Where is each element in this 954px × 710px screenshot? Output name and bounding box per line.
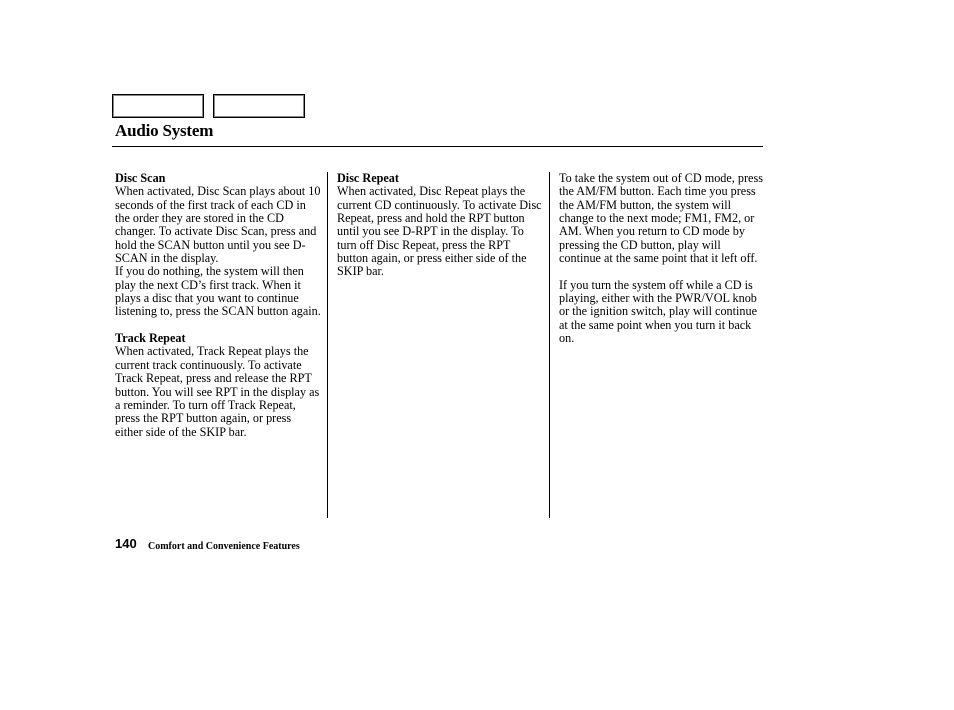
cd-mode-text: To take the system out of CD mode, press the AM/FM button. Each time you press the AM/FM button, the system will change to the next mode; FM1, FM2, or AM. When you return to CD mode by pressing the CD button, play will continue at the same point that it left off.	[559, 171, 763, 266]
chapter-title: Comfort and Convenience Features	[148, 541, 300, 552]
track-repeat-heading: Track Repeat	[115, 331, 186, 346]
column-divider	[327, 172, 328, 518]
column-divider	[549, 172, 550, 518]
column-1	[115, 172, 321, 439]
page-number: 140	[115, 536, 137, 551]
disc-repeat-text: When activated, Disc Repeat plays the current CD continuously. To activate Disc Repeat, press and hold the RPT button until you see D-RPT in the display. To turn off Disc Repeat, press the RPT button again, or press either side of the SKIP bar.	[337, 184, 542, 279]
section-title: Audio System	[115, 121, 214, 140]
disc-repeat-heading: Disc Repeat	[337, 171, 399, 185]
disc-scan-text-1: When activated, Disc Scan plays about 10 seconds of the first track of each CD in the order they are stored in the CD changer. To activate Disc Scan, press and hold the SCAN button until you see D-SCAN in the display.	[115, 184, 321, 266]
paragraph-gap	[559, 265, 764, 278]
nav-tab-1[interactable]	[112, 94, 204, 118]
power-off-text: If you turn the system off while a CD is playing, either with the PWR/VOL knob or the ignition switch, play will continue at the same point when you turn it back on.	[559, 277, 758, 346]
nav-tab-2[interactable]	[213, 94, 305, 118]
title-rule	[112, 146, 763, 147]
paragraph-gap	[115, 319, 321, 332]
column-2	[337, 172, 542, 279]
disc-scan-text-2: If you do nothing, the system will then play the next CD’s first track. When it plays a disc that you want to continue listening to, press the SCAN button again.	[115, 264, 321, 319]
disc-scan-heading: Disc Scan	[115, 171, 166, 185]
column-3	[559, 172, 764, 345]
track-repeat-text: When activated, Track Repeat plays the current track continuously. To activate Track Repeat, press and release the RPT button. You will see RPT in the display as a reminder. To turn off Track Repeat, press the RPT button again, or press either side of the SKIP bar.	[115, 344, 320, 439]
